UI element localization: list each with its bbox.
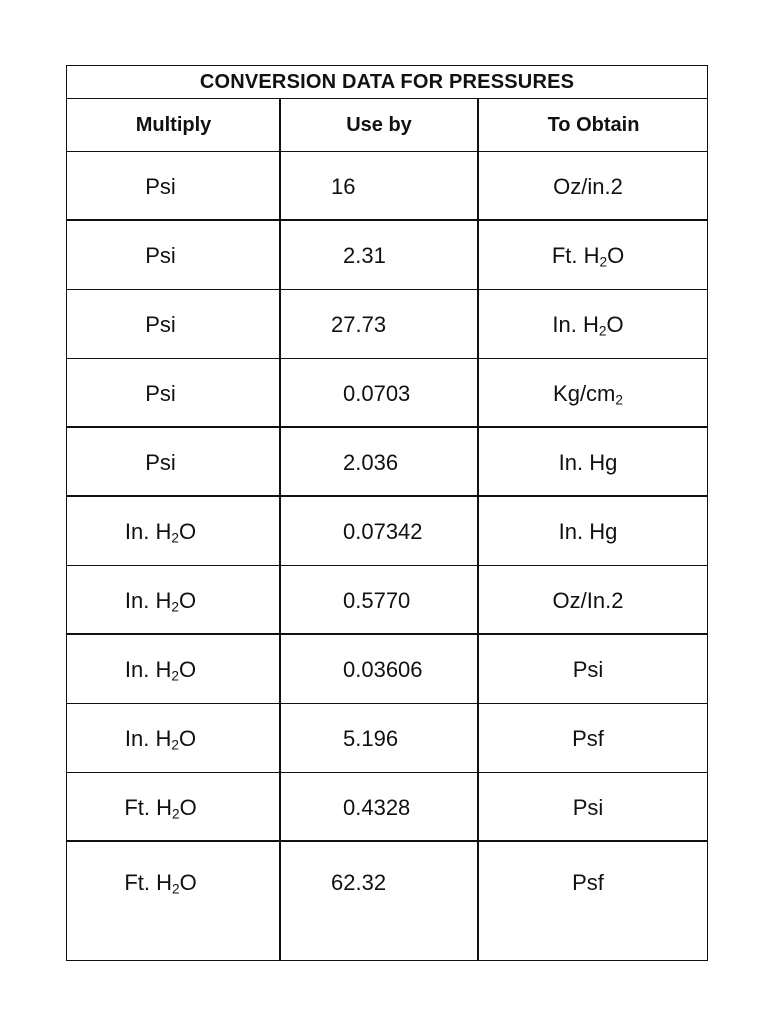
cell-multiply: Psi: [145, 243, 176, 268]
table-row: [67, 152, 707, 221]
cell-to-obtain: Psi: [572, 795, 604, 820]
cell-multiply: In. $H_2O$: [124, 657, 197, 684]
cell-use-by: 2.036: [343, 450, 399, 475]
table-row: [67, 221, 707, 290]
table-title: CONVERSION DATA FOR PRESSURES: [67, 66, 707, 99]
conversion-table: [66, 65, 708, 961]
table-row: [67, 704, 707, 773]
table-row: [67, 566, 707, 635]
cell-multiply: Psi: [145, 312, 176, 337]
cell-multiply: Psi: [145, 450, 176, 475]
table-header-row: [67, 99, 707, 152]
cell-to-obtain: In. $H_2O$: [552, 312, 624, 339]
cell-to-obtain: $Kg/cm_2$: [553, 381, 623, 408]
table-row: [67, 497, 707, 566]
cell-use-by: 0.03606: [343, 657, 423, 682]
table-row: [67, 290, 707, 359]
cell-multiply: In. $H_2O$: [124, 588, 197, 615]
cell-to-obtain: Psf: [572, 870, 604, 895]
table-row: [67, 773, 707, 842]
cell-use-by: 16: [331, 174, 356, 199]
table-row: [67, 842, 707, 964]
cell-to-obtain: Psf: [572, 726, 604, 751]
cell-to-obtain: Psi: [572, 657, 604, 682]
cell-use-by: 0.07342: [343, 519, 423, 544]
cell-to-obtain: Ft. $H_2O$: [551, 243, 625, 270]
cell-to-obtain: Oz/in.2: [553, 174, 623, 199]
column-divider: [279, 99, 281, 960]
cell-use-by: 0.4328: [343, 795, 411, 820]
cell-multiply: Ft. $H_2O$: [124, 795, 197, 822]
cell-multiply: In. $H_2O$: [124, 519, 197, 546]
column-divider: [477, 99, 479, 960]
cell-use-by: 0.5770: [343, 588, 411, 613]
cell-to-obtain: In. Hg: [558, 519, 618, 544]
cell-use-by: 0.0703: [343, 381, 411, 406]
header-multiply: Multiply: [135, 114, 212, 136]
header-to-obtain: To Obtain: [547, 114, 640, 136]
cell-use-by: 62.32: [331, 870, 387, 895]
cell-multiply: In. $H_2O$: [124, 726, 197, 753]
table-row: [67, 635, 707, 704]
table-row: [67, 428, 707, 497]
cell-to-obtain: In. Hg: [558, 450, 618, 475]
cell-use-by: 27.73: [331, 312, 387, 337]
cell-multiply: Ft. $H_2O$: [124, 870, 197, 897]
cell-multiply: Psi: [145, 174, 176, 199]
cell-multiply: Psi: [145, 381, 176, 406]
cell-to-obtain: Oz/In.2: [552, 588, 624, 613]
table-row: [67, 359, 707, 428]
header-use-by: Use by: [346, 114, 412, 136]
cell-use-by: 5.196: [343, 726, 399, 751]
cell-use-by: 2.31: [343, 243, 386, 268]
